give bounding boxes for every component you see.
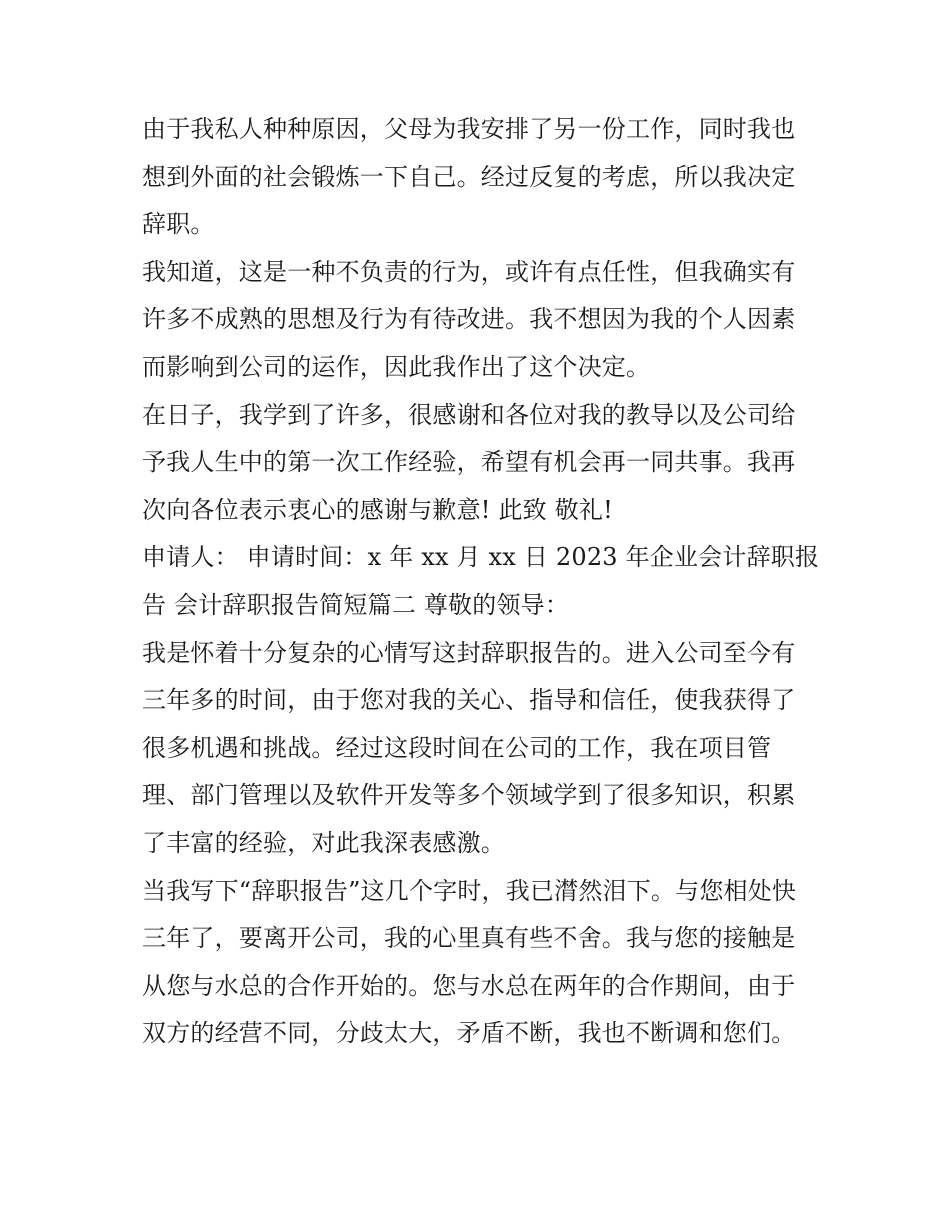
text-line: 我是怀着十分复杂的心情写这封辞职报告的。进入公司至今有 — [142, 638, 796, 667]
text-line: 当我写下“辞职报告”这几个字时，我已潸然泪下。与您相处快 — [142, 876, 797, 905]
text-line: 三年多的时间，由于您对我的关心、指导和信任，使我获得了 — [142, 686, 796, 715]
text-line: 很多机遇和挑战。经过这段时间在公司的工作，我在项目管 — [142, 733, 772, 762]
text-line: 在日子，我学到了许多，很感谢和各位对我的教导以及公司给 — [142, 400, 796, 429]
text-line: 双方的经营不同，分歧太大，矛盾不断，我也不断调和您们。 — [142, 1019, 796, 1048]
text-line: 告 会计辞职报告简短篇二 尊敬的领导： — [142, 590, 570, 619]
text-line: 我知道，这是一种不负责的行为，或许有点任性，但我确实有 — [142, 257, 796, 286]
text-line: 辞职。 — [142, 210, 215, 239]
text-line: 理、部门管理以及软件开发等多个领域学到了很多知识，积累 — [142, 781, 796, 810]
text-line: 三年了，要离开公司，我的心里真有些不舍。我与您的接触是 — [142, 924, 796, 953]
text-line: 许多不成熟的思想及行为有待改进。我不想因为我的个人因素 — [142, 305, 796, 334]
text-line: 由于我私人种种原因，父母为我安排了另一份工作，同时我也 — [142, 115, 796, 143]
text-line: 从您与水总的合作开始的。您与水总在两年的合作期间，由于 — [142, 971, 796, 1000]
text-line: 想到外面的社会锻炼一下自己。经过反复的考虑，所以我决定 — [142, 162, 796, 191]
text-line: 予我人生中的第一次工作经验，希望有机会再一同共事。我再 — [142, 448, 796, 477]
text-line: 而影响到公司的运作，因此我作出了这个决定。 — [142, 352, 651, 381]
document-body — [142, 106, 822, 1058]
text-line: 了丰富的经验，对此我深表感激。 — [142, 828, 505, 857]
text-line: 次向各位表示衷心的感谢与歉意! 此致 敬礼! — [142, 495, 613, 524]
text-line: 申请人： 申请时间：x 年 xx 月 xx 日 2023 年企业会计辞职报 — [142, 543, 820, 572]
